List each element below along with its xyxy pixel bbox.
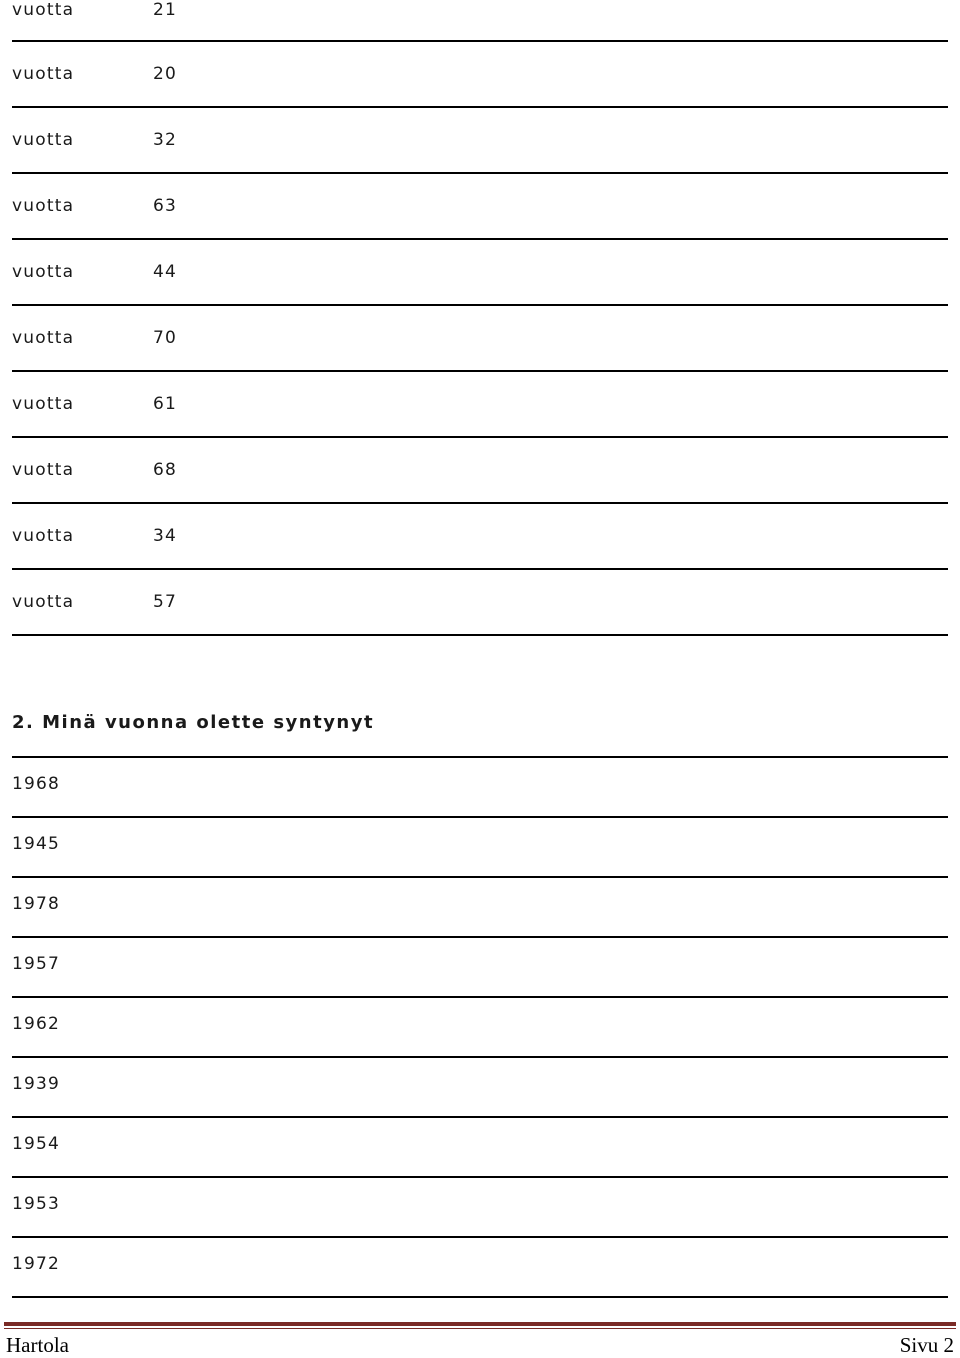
age-unit: vuotta xyxy=(12,0,75,20)
footer-rule xyxy=(4,1322,956,1326)
age-value: 21 xyxy=(153,0,178,20)
list-item xyxy=(12,938,948,998)
list-item xyxy=(12,1178,948,1238)
age-value: 70 xyxy=(153,328,178,348)
age-unit: vuotta xyxy=(12,592,75,612)
year-value: 1957 xyxy=(12,954,61,974)
year-value: 1972 xyxy=(12,1254,61,1274)
list-item xyxy=(12,108,948,174)
age-unit: vuotta xyxy=(12,262,75,282)
question-title: 2. Minä vuonna olette syntynyt xyxy=(12,712,375,733)
year-value: 1968 xyxy=(12,774,61,794)
list-item xyxy=(12,504,948,570)
list-item xyxy=(12,878,948,938)
list-item xyxy=(12,174,948,240)
list-item xyxy=(12,1058,948,1118)
age-unit: vuotta xyxy=(12,64,75,84)
age-unit: vuotta xyxy=(12,130,75,150)
list-item xyxy=(12,1238,948,1298)
list-item xyxy=(12,240,948,306)
year-value: 1939 xyxy=(12,1074,61,1094)
age-value: 32 xyxy=(153,130,178,150)
age-value: 44 xyxy=(153,262,178,282)
year-value: 1978 xyxy=(12,894,61,914)
age-unit: vuotta xyxy=(12,196,75,216)
age-unit: vuotta xyxy=(12,460,75,480)
age-value: 20 xyxy=(153,64,178,84)
age-unit: vuotta xyxy=(12,328,75,348)
age-unit: vuotta xyxy=(12,526,75,546)
age-value: 68 xyxy=(153,460,178,480)
age-value: 34 xyxy=(153,526,178,546)
footer-location: Hartola xyxy=(6,1333,69,1357)
list-item xyxy=(12,998,948,1058)
year-value: 1962 xyxy=(12,1014,61,1034)
footer-rule-thin xyxy=(4,1328,956,1329)
list-item xyxy=(12,570,948,636)
age-unit: vuotta xyxy=(12,394,75,414)
footer-page-number: Sivu 2 xyxy=(899,1333,954,1357)
list-item xyxy=(12,306,948,372)
list-item xyxy=(12,1118,948,1178)
age-value: 57 xyxy=(153,592,178,612)
list-item xyxy=(12,438,948,504)
age-value: 63 xyxy=(153,196,178,216)
list-item xyxy=(12,372,948,438)
age-value: 61 xyxy=(153,394,178,414)
year-value: 1945 xyxy=(12,834,61,854)
list-item xyxy=(12,818,948,878)
list-item xyxy=(12,42,948,108)
list-item xyxy=(12,0,948,42)
year-value: 1953 xyxy=(12,1194,61,1214)
year-value: 1954 xyxy=(12,1134,61,1154)
list-item xyxy=(12,758,948,818)
